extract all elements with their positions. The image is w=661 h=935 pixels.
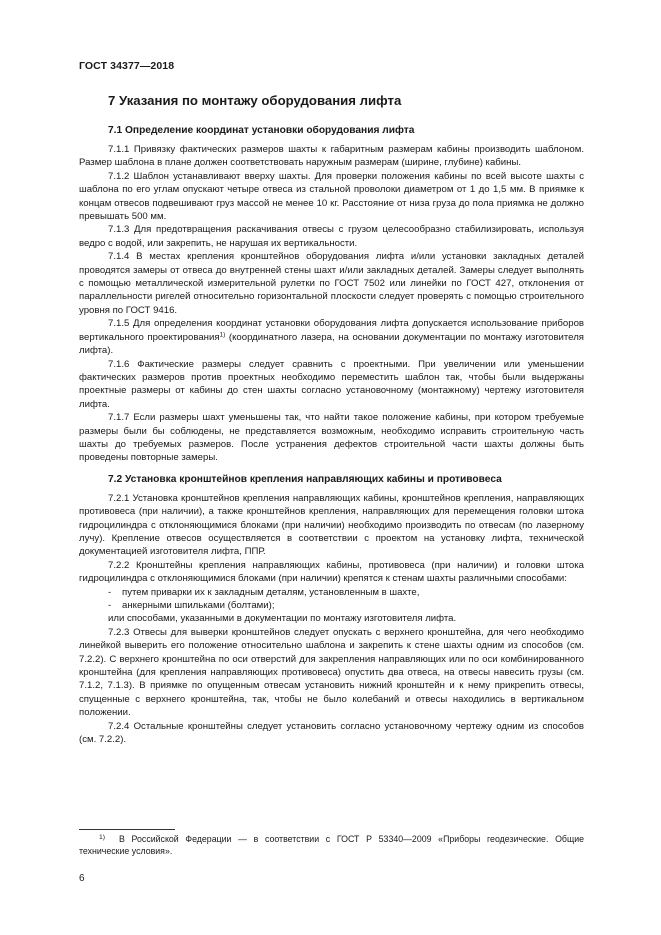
page-body — [79, 88, 584, 746]
paragraph-7-2-3: 7.2.3 Отвесы для выверки кронштейнов следует опускать с верхнего кронштейна, для чего необходимо линейкой выверить его положение относительно шаблона и закрепить к стене шахты одним из способов (см. 7.2.2). С верхнего кронштейна по оси отверстий для закрепления направляющих или по оси комбинированного кронштейна (для крепления направляющих противовеса) опустить два отвеса, на отвесы навесить грузы (см. 7.1.2, 7.1.3). В приямке по опущенным отвесам установить нижний кронштейн и к нему прикрепить отвесы, спущенные с верхнего кронштейна, так, чтобы не было колебаний и отвесы находились в вертикальном положении. — [79, 626, 584, 719]
footnote-divider — [79, 829, 175, 830]
paragraph-7-1-6: 7.1.6 Фактические размеры следует сравнить с проектными. При увеличении или уменьшении фактических размеров против проектных необходимо переместить шаблон так, чтобы были выдержаны проектные размеры от кабины до стен шахты согласно установочному (монтажному) чертежу изготовителя лифта. — [79, 358, 584, 410]
list-dash: - — [108, 600, 112, 611]
paragraph-7-1-5-text-a: 7.1.5 Для определения координат установки оборудования лифта допускается использование приборов вертикального проектирования — [79, 318, 584, 343]
page-number: 6 — [79, 873, 85, 884]
list-item-text: путем приварки их к закладным деталям, установленным в шахте, — [122, 586, 420, 598]
paragraph-7-1-1: 7.1.1 Привязку фактических размеров шахты к габаритным размерам кабины производить шаблоном. Размер шаблона в плане должен соответствовать наружным размерам (ширине, глубине) кабины. — [79, 144, 584, 169]
footnote: 1) В Российской Федерации — в соответствии с ГОСТ Р 53340—2009 «Приборы геодезические. Общие технические условия». — [79, 834, 584, 857]
paragraph-7-2-1: 7.2.1 Установка кронштейнов крепления направляющих кабины, кронштейнов крепления, направляющих противовеса (при наличии), а также кронштейнов крепления, направляющих для перемещения головки штока гидроцилиндра с отклоняющимися блоками (при наличии) необходимо производить по отвесам (по лазерному лучу). Крепление отвесов осуществляется в соответствии с проектом на установку лифта, технической документацией изготовителя лифта, ППР. — [79, 492, 584, 558]
paragraph-7-2-4: 7.2.4 Остальные кронштейны следует установить согласно установочному чертежу одним из способов (см. 7.2.2). — [79, 720, 584, 746]
paragraph-7-1-5-text-b: (координатного лазера, на основании документации по монтажу изготовителя лифта). — [79, 331, 584, 357]
paragraph-7-2-2: 7.2.2 Кронштейны крепления направляющих кабины, противовеса (при наличии) и головки штока гидроцилиндра с отклоняющимися блоками (при наличии) крепятся к стенам шахты различными способами: — [79, 559, 584, 585]
paragraph-7-1-2: 7.1.2 Шаблон устанавливают вверху шахты. Для проверки положения кабины по всей высоте шахты с шаблона по его углам опускают четыре отвеса из стальной проволоки диаметром от 1 до 1,5 мм. В приямке к концам отвесов подвешивают груз массой не менее 10 кг. Расстояние от низа груза до пола приямка не должно превышать 500 мм. — [79, 170, 584, 223]
list-dash: - — [108, 586, 112, 598]
paragraph-7-1-3: 7.1.3 Для предотвращения раскачивания отвесы с грузом целесообразно стабилизировать, используя ведро с водой, или закрепить, не нарушая их вертикальности. — [79, 224, 584, 249]
list-item — [79, 599, 584, 612]
subsection-title-7-1: 7.1 Определение координат установки оборудования лифта — [108, 125, 415, 136]
list-item-text: анкерными шпильками (болтами); — [122, 600, 275, 611]
section-title: 7 Указания по монтажу оборудования лифта — [108, 93, 402, 108]
paragraph-7-1-7: 7.1.7 Если размеры шахт уменьшены так, что найти такое положение кабины, при котором требуемые размеры были бы соблюдены, не представляется возможным, необходимо исправить строительную часть шахты до требуемых размеров. После устранения дефектов строительной части шахты должны быть проведены повторные замеры. — [79, 412, 584, 464]
paragraph-7-2-2-tail: или способами, указанными в документации по монтажу изготовителя лифта. — [108, 613, 457, 625]
paragraph-7-1-4: 7.1.4 В местах крепления кронштейнов оборудования лифта и/или установки закладных деталей проводятся замеры от отвеса до внутренней стены шахт и/или закладных деталей. Замеры следует выполнять с помощью металлической измерительной рулетки по ГОСТ 7502 или линейки по ГОСТ 427, отклонения от параллельности ригелей относительно горизонтальной плоскости следует проверять с помощью строительного уровня по ГОСТ 9416. — [79, 251, 584, 316]
list-item — [79, 586, 584, 599]
paragraph-7-1-5 — [79, 317, 584, 357]
subsection-title-7-2: 7.2 Установка кронштейнов крепления направляющих кабины и противовеса — [108, 473, 502, 485]
running-header: ГОСТ 34377—2018 — [79, 60, 175, 72]
footnote-reference: 1) — [219, 331, 226, 339]
footnote-text: В Российской Федерации — в соответствии с ГОСТ Р 53340—2009 «Приборы геодезические. Общие технические условия». — [79, 834, 584, 857]
